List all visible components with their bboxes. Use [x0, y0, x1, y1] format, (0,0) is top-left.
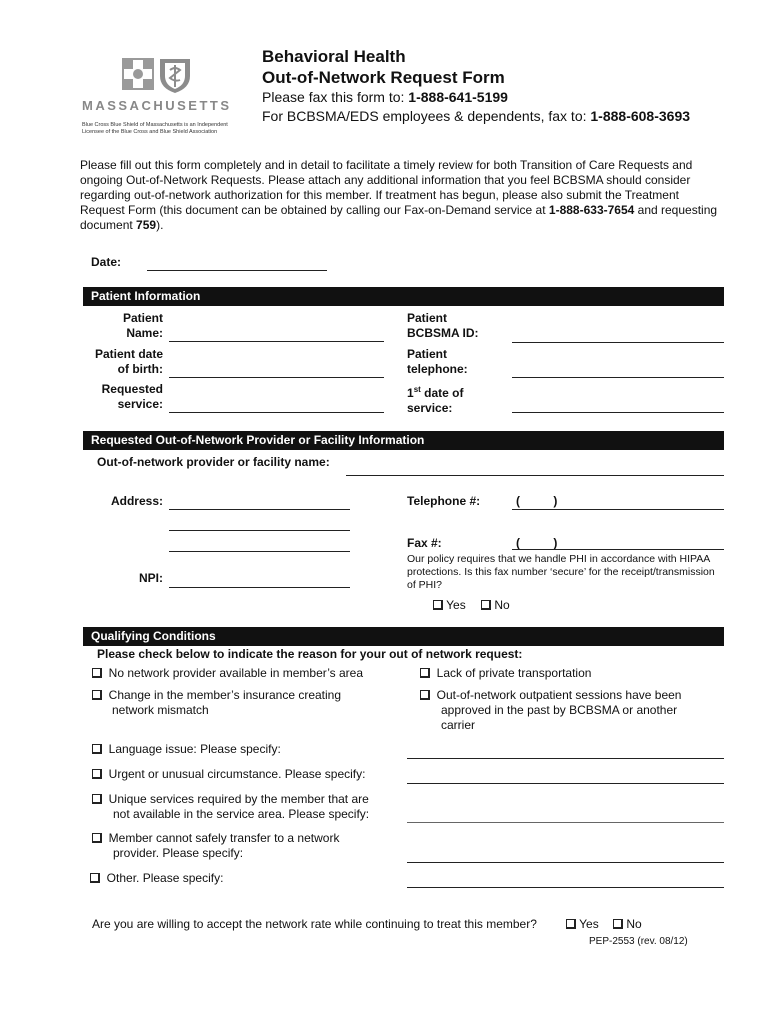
option-label: Out-of-network outpatient sessions have been	[436, 688, 682, 702]
provider-fax-label: Fax #:	[407, 536, 442, 550]
date-label: Date:	[91, 255, 122, 269]
option-label: Member cannot safely transfer to a network	[108, 831, 340, 845]
provider-telephone-field[interactable]	[512, 509, 724, 510]
patient-name-label	[60, 311, 163, 341]
label-line: telephone:	[407, 362, 468, 376]
network-rate-yes-option[interactable]	[566, 917, 599, 932]
label-line: Patient	[407, 347, 448, 361]
unique-services-field[interactable]	[407, 822, 724, 823]
provider-fax-field[interactable]	[512, 549, 724, 550]
label-line: Name:	[126, 326, 163, 340]
provider-name-field[interactable]	[346, 475, 724, 476]
checkbox-icon[interactable]	[92, 833, 102, 843]
option-label: No	[494, 598, 510, 612]
secure-fax-yes-option[interactable]	[433, 598, 466, 613]
intro-paragraph	[80, 158, 725, 233]
requested-service-label	[60, 382, 163, 412]
npi-field[interactable]	[169, 587, 350, 588]
option-label-cont: carrier	[441, 718, 476, 732]
logo-tagline-2: Licensee of the Blue Cross and Blue Shield Association	[82, 129, 218, 135]
document-number: 759	[136, 218, 157, 232]
address-label: Address:	[110, 494, 163, 508]
logo	[80, 54, 230, 138]
patient-name-field[interactable]	[169, 341, 384, 342]
fax-label: Please fax this form to:	[262, 89, 409, 105]
option-label: Yes	[446, 598, 466, 612]
label-line: service:	[117, 397, 163, 411]
provider-fax-area-code: ( )	[516, 536, 558, 550]
address-field-3[interactable]	[169, 551, 350, 552]
option-label: No network provider available in member’s area	[108, 666, 364, 680]
address-field-1[interactable]	[169, 509, 350, 510]
date-field[interactable]	[147, 270, 327, 271]
option-label: No	[626, 917, 642, 931]
label-line: of birth:	[117, 362, 163, 376]
patient-telephone-field[interactable]	[512, 377, 724, 378]
other-field[interactable]	[407, 887, 724, 888]
qualifying-instruction: Please check below to indicate the reason for your out of network request:	[97, 647, 523, 661]
label-line: service:	[407, 401, 453, 415]
form-title-line-2: Out-of-Network Request Form	[262, 68, 505, 87]
patient-id-label	[407, 311, 479, 341]
checkbox-icon[interactable]	[420, 668, 430, 678]
patient-telephone-label	[407, 347, 468, 377]
logo-tagline-1: Blue Cross Blue Shield of Massachusetts is an Independent	[82, 122, 228, 128]
first-date-of-service-label	[407, 382, 463, 416]
option-label-cont: approved in the past by BCBSMA or another	[441, 703, 678, 717]
provider-telephone-label: Telephone #:	[407, 494, 481, 508]
option-label: Language issue: Please specify:	[108, 742, 281, 756]
label-text: date of	[420, 386, 464, 400]
checkbox-icon[interactable]	[92, 690, 102, 700]
checkbox-icon[interactable]	[90, 873, 100, 883]
checkbox-icon[interactable]	[566, 919, 576, 929]
provider-telephone-area-code: ( )	[516, 494, 558, 508]
urgent-circumstance-field[interactable]	[407, 783, 724, 784]
checkbox-icon[interactable]	[92, 744, 102, 754]
requested-service-field[interactable]	[169, 412, 384, 413]
label-line: Requested	[101, 382, 163, 396]
fax-on-demand-number: 1-888-633-7654	[548, 203, 635, 217]
option-label: Urgent or unusual circumstance. Please specify:	[108, 767, 366, 781]
option-label: Lack of private transportation	[436, 666, 592, 680]
label-line: Patient	[122, 311, 163, 325]
checkbox-icon[interactable]	[420, 690, 430, 700]
checkbox-icon[interactable]	[92, 668, 102, 678]
checkbox-icon[interactable]	[92, 769, 102, 779]
logo-wordmark: MASSACHUSETTS	[82, 98, 232, 113]
network-rate-no-option[interactable]	[613, 917, 642, 932]
label-text: 1	[407, 386, 414, 400]
cannot-transfer-field[interactable]	[407, 862, 724, 863]
label-line: Patient	[407, 311, 448, 325]
qualifying-conditions-header: Qualifying Conditions	[83, 627, 724, 646]
first-date-of-service-field[interactable]	[512, 412, 724, 413]
employee-fax-number: 1-888-608-3693	[590, 108, 691, 124]
blue-cross-blue-shield-logo-icon	[118, 56, 194, 94]
label-line	[407, 382, 463, 401]
option-urgent-circumstance[interactable]	[92, 767, 365, 782]
intro-text: Please fill out this form completely and in detail to facilitate a timely review for both Transition of Care Requests and ongoing Out-of-Network Requests. Please attach any additional information that you feel BCBSMA should consider regarding out-of-network authorization for this member. If treatment has begun, please also submit the Treatment Request Form (this document can be obtained by calling our Fax-on-Demand service at	[80, 158, 693, 217]
checkbox-icon[interactable]	[92, 794, 102, 804]
patient-id-field[interactable]	[512, 342, 724, 343]
network-rate-question: Are you are willing to accept the network rate while continuing to treat this member?	[92, 917, 537, 931]
option-label-cont: network mismatch	[112, 703, 209, 717]
provider-name-label: Out-of-network provider or facility name:	[97, 455, 330, 469]
language-issue-field[interactable]	[407, 758, 724, 759]
provider-info-header: Requested Out-of-Network Provider or Facility Information	[83, 431, 724, 450]
intro-text-2: and requesting document	[80, 203, 718, 232]
employee-fax-instruction	[262, 108, 690, 124]
checkbox-icon[interactable]	[481, 600, 491, 610]
option-insurance-change[interactable]	[92, 688, 341, 718]
option-label-cont: not available in the service area. Please specify:	[113, 807, 370, 821]
phi-policy-note: Our policy requires that we handle PHI in accordance with HIPAA protections. Is this fax number ‘secure’ for the receipt/transmission of PHI?	[407, 553, 715, 591]
fax-number: 1-888-641-5199	[408, 89, 508, 105]
option-lack-of-transportation[interactable]	[420, 666, 591, 681]
patient-info-header: Patient Information	[83, 287, 724, 306]
option-cannot-transfer[interactable]	[92, 831, 339, 861]
checkbox-icon[interactable]	[613, 919, 623, 929]
option-no-network-provider[interactable]	[92, 666, 363, 681]
option-approved-in-past[interactable]	[420, 688, 681, 733]
option-label: Unique services required by the member that are	[108, 792, 369, 806]
intro-text-3: ).	[156, 218, 164, 232]
secure-fax-no-option[interactable]	[481, 598, 510, 613]
option-label: Change in the member’s insurance creating	[108, 688, 342, 702]
checkbox-icon[interactable]	[433, 600, 443, 610]
form-title-line-1: Behavioral Health	[262, 47, 406, 66]
label-line: Patient date	[94, 347, 163, 361]
option-label: Other. Please specify:	[106, 871, 224, 885]
option-language-issue[interactable]	[92, 742, 281, 757]
option-other[interactable]	[90, 871, 223, 886]
label-line: BCBSMA ID:	[407, 326, 479, 340]
employee-fax-label: For BCBSMA/EDS employees & dependents, fax to:	[262, 108, 591, 124]
patient-dob-field[interactable]	[169, 377, 384, 378]
address-field-2[interactable]	[169, 530, 350, 531]
npi-label: NPI:	[139, 571, 163, 585]
fax-instruction	[262, 89, 508, 105]
superscript: st	[413, 385, 421, 394]
option-label-cont: provider. Please specify:	[113, 846, 244, 860]
form-id: PEP-2553 (rev. 08/12)	[589, 936, 688, 947]
option-label: Yes	[579, 917, 599, 931]
patient-dob-label	[60, 347, 163, 377]
option-unique-services[interactable]	[92, 792, 369, 822]
